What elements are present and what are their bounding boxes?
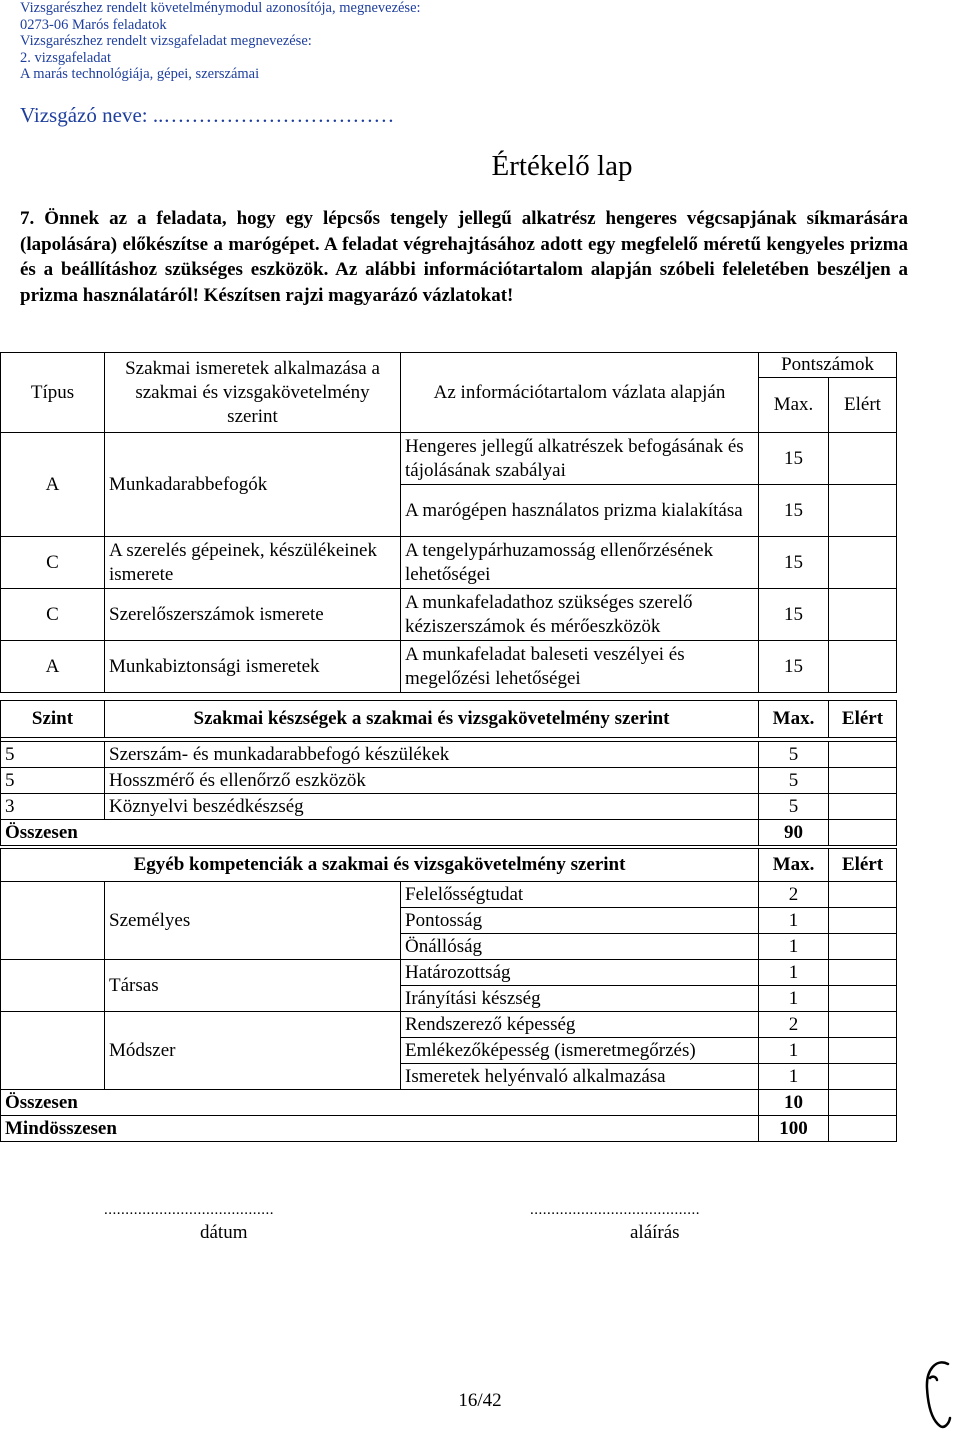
header-competence: Egyéb kompetenciák a szakmai és vizsgakövetelmény szerint	[1, 849, 759, 882]
achieved-cell[interactable]	[829, 1064, 897, 1090]
competence-item: Irányítási készség	[401, 986, 759, 1012]
header-module-name: 0273-06 Marós feladatok	[20, 16, 167, 33]
type-cell: A	[1, 641, 105, 693]
grand-total-achieved[interactable]	[829, 1116, 897, 1142]
achieved-cell[interactable]	[829, 908, 897, 934]
achieved-cell[interactable]	[829, 537, 897, 589]
achieved-cell[interactable]	[829, 986, 897, 1012]
topic-cell: Szerelőszerszámok ismerete	[105, 589, 401, 641]
header-task-name: A marás technológiája, gépei, szerszámai	[20, 66, 260, 83]
grand-total-label: Mindösszesen	[1, 1116, 759, 1142]
page-number: 16/42	[458, 1390, 502, 1411]
header-max: Max.	[759, 701, 829, 738]
achieved-cell[interactable]	[829, 794, 897, 820]
info-cell: A munkafeladat baleseti veszélyei és megelőzési lehetőségei	[401, 641, 759, 693]
grand-total-max: 100	[759, 1116, 829, 1142]
max-cell: 5	[759, 794, 829, 820]
max-cell: 2	[759, 1012, 829, 1038]
topic-cell: A szerelés gépeinek, készülékeinek ismerete	[105, 537, 401, 589]
document-header	[20, 0, 421, 83]
max-cell: 1	[759, 986, 829, 1012]
max-cell: 1	[759, 1064, 829, 1090]
page-title	[0, 150, 960, 183]
competence-group-social: Társas	[105, 960, 401, 1012]
header-max: Max.	[759, 378, 829, 433]
max-cell: 1	[759, 1038, 829, 1064]
competence-item: Ismeretek helyénvaló alkalmazása	[401, 1064, 759, 1090]
skill-cell: Köznyelvi beszédkészség	[105, 794, 759, 820]
task-description: 7. Önnek az a feladata, hogy egy lépcsős tengely jellegű alkatrész hengeres végcsapjának síkmarására (lapolására) előkészítse a marógépet. A feladat végrehajtásához adott egy megfelelő méretű kengyeles prizma és a beállításhoz szükséges eszközök. Az alábbi információtartalom alapján szóbeli feleletében beszéljen a prizma használatáról! Készítsen rajzi magyarázó vázlatokat!	[20, 208, 908, 307]
page-title-text: Értékelő lap	[491, 150, 633, 182]
spacer-cell	[1, 1012, 105, 1090]
spacer-cell	[1, 882, 105, 960]
skill-cell: Szerszám- és munkadarabbefogó készülékek	[105, 742, 759, 768]
header-skill: Szakmai készségek a szakmai és vizsgakövetelmény szerint	[105, 701, 759, 738]
competence-item: Emlékezőképesség (ismeretmegőrzés)	[401, 1038, 759, 1064]
spacer-cell	[1, 960, 105, 1012]
competence-group-personal: Személyes	[105, 882, 401, 960]
achieved-cell[interactable]	[829, 433, 897, 485]
header-points: Pontszámok	[759, 353, 897, 378]
type-cell: C	[1, 589, 105, 641]
max-cell: 1	[759, 934, 829, 960]
competence-total-max: 10	[759, 1090, 829, 1116]
info-cell: A munkafeladathoz szükséges szerelő kéziszerszámok és mérőeszközök	[401, 589, 759, 641]
max-cell: 15	[759, 589, 829, 641]
header-max: Max.	[759, 849, 829, 882]
type-cell: A	[1, 433, 105, 537]
knowledge-table	[0, 352, 897, 693]
max-cell: 5	[759, 742, 829, 768]
competence-item: Rendszerező képesség	[401, 1012, 759, 1038]
competence-total-achieved[interactable]	[829, 1090, 897, 1116]
achieved-cell[interactable]	[829, 1012, 897, 1038]
header-module-label: Vizsgarészhez rendelt követelménymodul azonosítója, megnevezése:	[20, 0, 421, 16]
max-cell: 1	[759, 908, 829, 934]
header-task-number: 2. vizsgafeladat	[20, 49, 111, 66]
achieved-cell[interactable]	[829, 641, 897, 693]
info-cell: Hengeres jellegű alkatrészek befogásának és tájolásának szabályai	[401, 433, 759, 485]
competence-table	[0, 848, 897, 1142]
achieved-cell[interactable]	[829, 768, 897, 794]
achieved-cell[interactable]	[829, 934, 897, 960]
level-cell: 5	[1, 742, 105, 768]
competence-total-label: Összesen	[1, 1090, 759, 1116]
achieved-cell[interactable]	[829, 1038, 897, 1064]
level-cell: 5	[1, 768, 105, 794]
skills-total-label: Összesen	[1, 820, 759, 846]
header-info: Az információtartalom vázlata alapján	[401, 353, 759, 433]
info-cell: A tengelypárhuzamosság ellenőrzésének lehetőségei	[401, 537, 759, 589]
max-cell: 15	[759, 485, 829, 537]
achieved-cell[interactable]	[829, 742, 897, 768]
max-cell: 1	[759, 960, 829, 986]
competence-item: Határozottság	[401, 960, 759, 986]
skill-cell: Hosszmérő és ellenőrző eszközök	[105, 768, 759, 794]
competence-item: Felelősségtudat	[401, 882, 759, 908]
header-type: Típus	[1, 353, 105, 433]
header-task-label: Vizsgarészhez rendelt vizsgafeladat megnevezése:	[20, 33, 312, 50]
date-label: dátum	[200, 1222, 248, 1243]
achieved-cell[interactable]	[829, 485, 897, 537]
type-cell: C	[1, 537, 105, 589]
header-achieved: Elért	[829, 701, 897, 738]
date-line[interactable]: ........................................	[104, 1202, 274, 1218]
max-cell: 15	[759, 641, 829, 693]
max-cell: 15	[759, 433, 829, 485]
max-cell: 2	[759, 882, 829, 908]
info-cell: A marógépen használatos prizma kialakítása	[401, 485, 759, 537]
achieved-cell[interactable]	[829, 589, 897, 641]
competence-item: Önállóság	[401, 934, 759, 960]
signature-line[interactable]: ........................................	[530, 1202, 700, 1218]
skills-table	[0, 700, 897, 846]
achieved-cell[interactable]	[829, 960, 897, 986]
candidate-name-field[interactable]: Vizsgázó neve: ..……………………………	[20, 103, 395, 127]
signature-label: aláírás	[630, 1222, 680, 1243]
competence-group-method: Módszer	[105, 1012, 401, 1090]
header-knowledge: Szakmai ismeretek alkalmazása a szakmai és vizsgakövetelmény szerint	[105, 353, 401, 433]
max-cell: 5	[759, 768, 829, 794]
competence-item: Pontosság	[401, 908, 759, 934]
topic-cell: Munkadarabbefogók	[105, 433, 401, 537]
header-achieved: Elért	[829, 378, 897, 433]
skills-total-max: 90	[759, 820, 829, 846]
max-cell: 15	[759, 537, 829, 589]
header-achieved: Elért	[829, 849, 897, 882]
header-level: Szint	[1, 701, 105, 738]
skills-total-achieved[interactable]	[829, 820, 897, 846]
level-cell: 3	[1, 794, 105, 820]
topic-cell: Munkabiztonsági ismeretek	[105, 641, 401, 693]
achieved-cell[interactable]	[829, 882, 897, 908]
